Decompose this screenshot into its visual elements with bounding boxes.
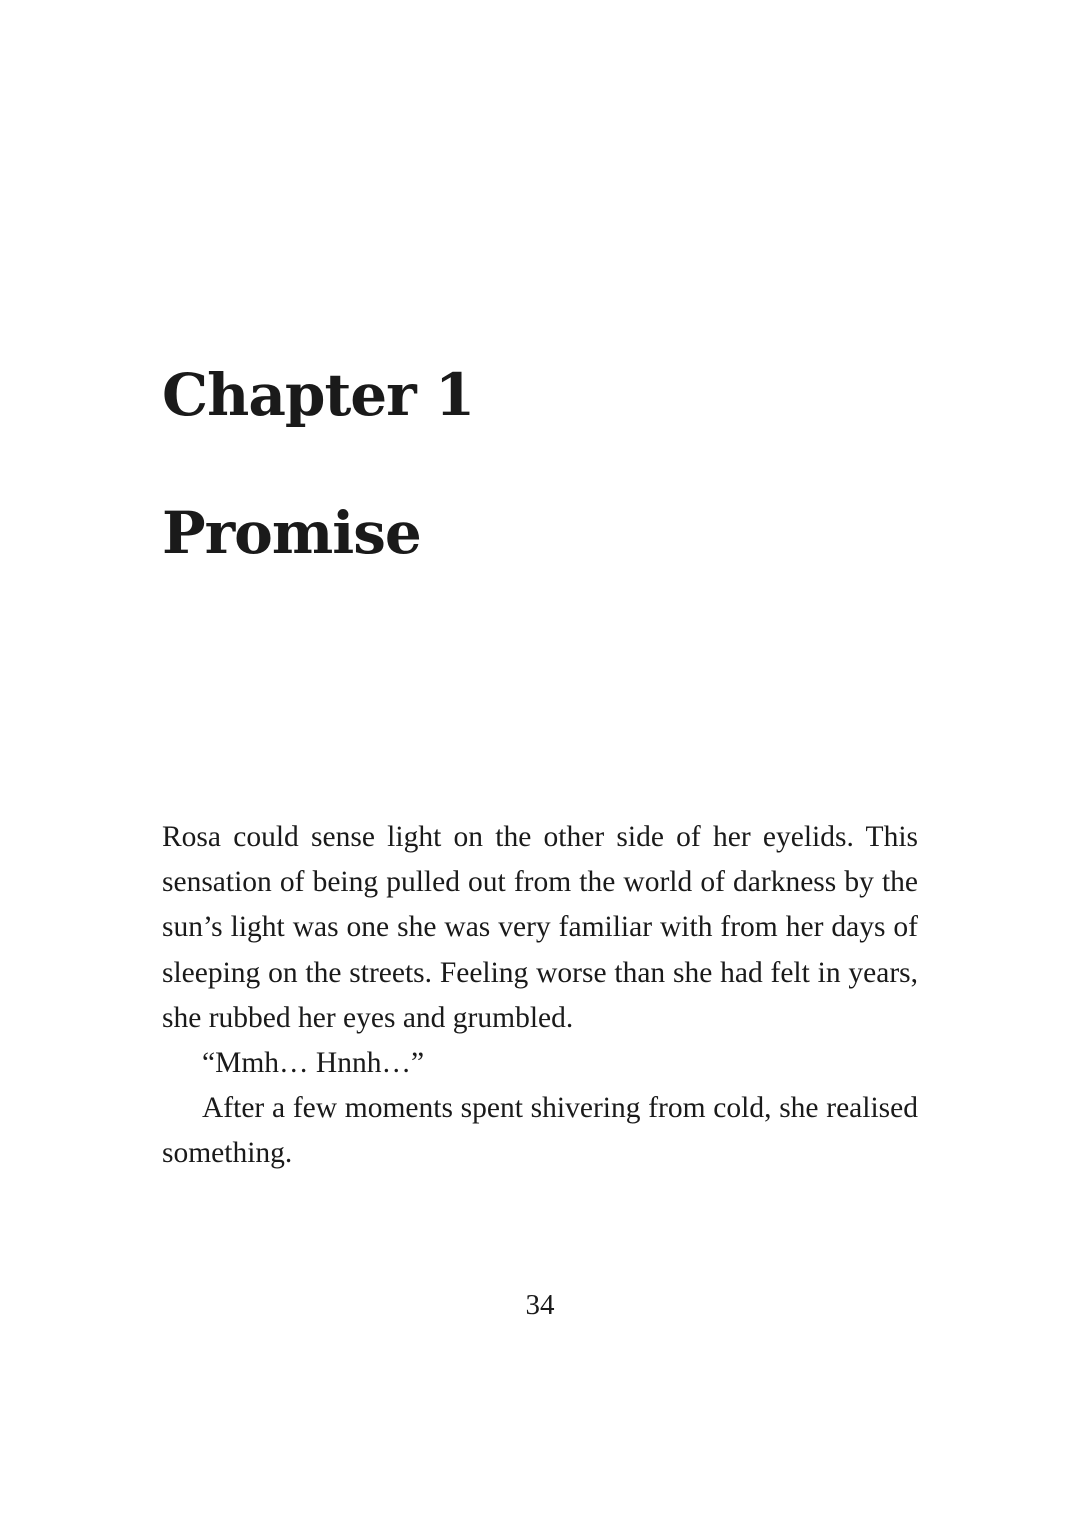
- paragraph-dialogue: “Mmh… Hnnh…”: [202, 1047, 425, 1080]
- paragraph-opening: Rosa could sense light on the other side of her eyelids. This sensation of being pulled out from the world of darkness by the sun’s light was one she was very familiar with from her days of sleeping on the streets. Feeling worse than she had felt in years, she rubbed her eyes and grumbled.: [162, 821, 918, 1034]
- chapter-number-heading: Chapter 1: [162, 361, 475, 429]
- page-number: 34: [525, 1289, 555, 1321]
- chapter-title-heading: Promise: [162, 499, 421, 567]
- chapter-body: [162, 815, 918, 1177]
- paragraph-realisation: After a few moments spent shivering from cold, she realised something.: [162, 1092, 918, 1170]
